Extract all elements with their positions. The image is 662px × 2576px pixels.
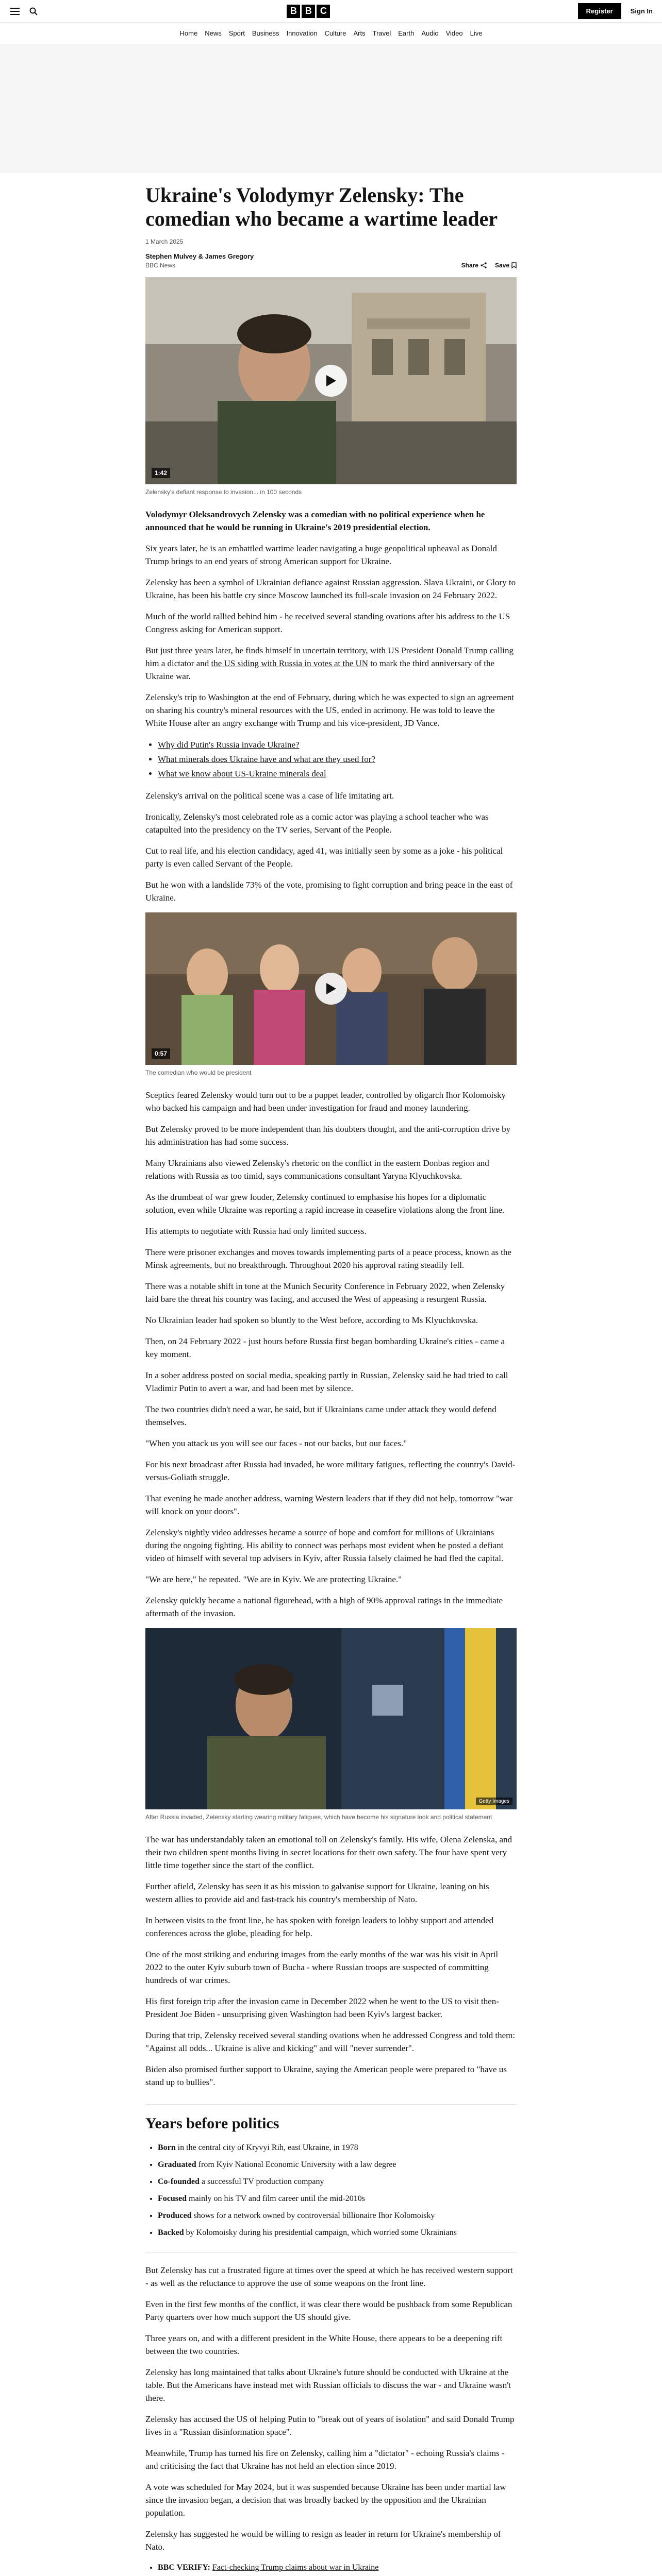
register-button[interactable]: Register [578,3,621,19]
top-bar [0,0,662,23]
paragraph: But Zelensky proved to be more independent than his doubters thought, and the anti-corruption drive by his administration has had some success. [145,1124,511,1147]
list-item: • Backed by Kolomoisky during his presidential campaign, which worried some Ukrainians [158,2227,517,2239]
paragraph: Zelensky quickly became a national figurehead, with a high of 90% approval ratings in the immediate aftermath of the invasion. [145,1596,503,1618]
page-title: Ukraine's Volodymyr Zelensky: The comedian who became a wartime leader [145,183,498,230]
nav-item-earth[interactable]: Earth [398,29,415,37]
photo-credit: Getty Images [476,1798,512,1805]
more-link[interactable]: Fact-checking Trump claims about war in Ukraine [212,2563,379,2572]
paragraph: Many Ukrainians also viewed Zelensky's rhetoric on the conflict in the eastern Donbas region and relations with Russia as too timid, says communications consultant Yaryna Klyuchkovska. [145,1158,489,1181]
lead-paragraph: Volodymyr Oleksandrovych Zelensky was a comedian with no political experience when he announced that he would be running in Ukraine's 2019 presidential election. [145,510,485,532]
fact-box-heading: Years before politics [145,2115,279,2132]
video-player-2[interactable] [145,912,517,1065]
share-icon [481,262,487,268]
paragraph: Zelensky has long maintained that talks about Ukraine's future should be conducted with Ukraine at the table. But the Americans have instead met with Russian officials to discuss the war - and Ukraine wasn't there. [145,2367,511,2403]
fact-list [158,2142,517,2239]
list-item: • BBC VERIFY: Fact-checking Trump claims about war in Ukraine [158,2562,517,2574]
nav-item-arts[interactable]: Arts [353,29,366,37]
paragraph: Even in the first few months of the conflict, it was clear there would be pushback from some Republican Party quarters over how much support the US should give. [145,2299,512,2322]
nav-item-business[interactable]: Business [252,29,279,37]
advert-placeholder [0,44,662,173]
paragraph: In a sober address posted on social media, speaking partly in Russian, Zelensky said he had tried to call Vladimir Putin to avert a war, and had been met by silence. [145,1370,508,1393]
bbc-logo[interactable]: B B C [287,5,330,18]
play-button-2[interactable] [315,973,347,1005]
photo-caption: After Russia invaded, Zelensky starting wearing military fatigues, which have become his signature look and political statement [145,1814,492,1821]
list-item: • Graduated from Kyiv National Economic University with a law degree [158,2159,517,2171]
video-duration-1: 1:42 [152,468,170,478]
nav-item-sport[interactable]: Sport [228,29,245,37]
paragraph: No Ukrainian leader had spoken so bluntly to the West before, according to Ms Klyuchkovska. [145,1315,478,1325]
paragraph: Zelensky has accused the US of helping Putin to "break out of years of isolation" and said Donald Trump lives in a "Russian disinformation space". [145,2414,515,2437]
author-names: Stephen Mulvey & James Gregory [145,252,254,260]
paragraph-with-link: But just three years later, he finds himself in uncertain territory, with US President Donald Trump calling him a dictator and the US siding with Russia in votes at the UN to mark the third anniversary of the Ukraine war. [145,646,514,681]
paragraph: There were prisoner exchanges and moves towards implementing parts of a peace process, known as the Minsk agreements, but no breakthrough. Throughout 2020 his approval rating steadily fell. [145,1247,511,1270]
paragraph: Then, on 24 February 2022 - just hours before Russia first began bombarding Ukraine's cities - came a key moment. [145,1336,505,1359]
paragraph: A vote was scheduled for May 2024, but it was suspended because Ukraine has been under martial law since the invasion began, a decision that was broadly backed by the opposition and the Ukrainian population. [145,2482,506,2518]
paragraph: Zelensky's arrival on the political scene was a case of life imitating art. [145,791,394,801]
list-item [158,738,517,752]
related-link[interactable]: What we know about US-Ukraine minerals deal [158,769,326,778]
paragraph: "We are here," he repeated. "We are in Kyiv. We are protecting Ukraine." [145,1574,402,1584]
signin-link[interactable]: Sign In [630,7,653,15]
list-item: • Born in the central city of Kryvyi Rih, east Ukraine, in 1978 [158,2142,517,2154]
paragraph: His first foreign trip after the invasion came in December 2022 when he went to the US to visit then-President Joe Biden - unsurprising given Washington had been Kyiv's largest backer. [145,1996,499,2019]
paragraph: In between visits to the front line, he has spoken with foreign leaders to lobby support and attended conferences across the globe, pleading for help. [145,1916,494,1938]
paragraph: Ironically, Zelensky's most celebrated role as a comic actor was playing a school teacher who was catapulted into the presidency on the TV series, Servant of the People. [145,812,489,835]
nav-item-video[interactable]: Video [445,29,463,37]
author-role: BBC News [145,262,176,269]
video-caption-2: The comedian who would be president [145,1069,252,1076]
paragraph: Zelensky's nightly video addresses became a source of hope and comfort for millions of Ukrainians during the ongoing fighting. His ability to connect was perhaps most evident when he posted a defiant video of himself with several top advisers in Kyiv, after Russia falsely claimed he had fled the capital. [145,1528,504,1563]
list-item: • Focused mainly on his TV and film career until the mid-2010s [158,2193,517,2205]
paragraph: His attempts to negotiate with Russia had only limited success. [145,1226,367,1236]
paragraph: Much of the world rallied behind him - he received several standing ovations after his address to the US Congress asking for American support. [145,612,510,634]
list-item [158,767,517,781]
paragraph: Zelensky has been a symbol of Ukrainian defiance against Russian aggression. Slava Ukraini, or Glory to Ukraine, has been his battle cry since Moscow launched its full-scale invasion on 24 February 2022. [145,578,516,600]
paragraph: There was a notable shift in tone at the Munich Security Conference in February 2022, when Zelensky laid bare the threat his country was facing, and accused the West of appeasing a resurgent Russia. [145,1281,505,1304]
photo [145,1628,517,1809]
paragraph: Biden also promised further support to Ukraine, saying the American people were prepared to "have us stand up to bullies". [145,2064,507,2087]
publish-date: 1 March 2025 [145,238,184,245]
article [145,173,517,2576]
search-icon[interactable] [28,6,39,17]
paragraph: The war has understandably taken an emotional toll on Zelensky's family. His wife, Olena Zelenska, and their two children spent months living in secret locations for their own safety. The four have spent very little time together since the start of the conflict. [145,1835,512,1870]
related-link[interactable]: What minerals does Ukraine have and what are they used for? [158,754,375,764]
paragraph: Sceptics feared Zelensky would turn out to be a puppet leader, controlled by oligarch Ihor Kolomoisky who backed his campaign and had been under investigation for fraud and money laundering. [145,1090,506,1113]
play-button-1[interactable] [315,365,347,397]
video-caption-1: Zelensky's defiant response to invasion... in 100 seconds [145,488,302,496]
video-player-1[interactable] [145,277,517,484]
photo-image [145,1628,517,1809]
video-duration-2: 0:57 [152,1048,170,1059]
save-button[interactable]: Save [495,262,517,269]
nav-item-live[interactable]: Live [470,29,483,37]
list-item: • Produced shows for a network owned by controversial billionaire Ihor Kolomoisky [158,2210,517,2222]
paragraph: That evening he made another address, warning Western leaders that if they did not help, tomorrow "war will knock on your doors". [145,1494,513,1516]
nav-item-home[interactable]: Home [179,29,198,37]
nav-item-travel[interactable]: Travel [372,29,391,37]
share-button[interactable]: Share [461,262,487,269]
paragraph: Meanwhile, Trump has turned his fire on Zelensky, calling him a "dictator" - echoing Russia's claims - and criticising the fact that Ukraine has not held an election since 2019. [145,2448,505,2471]
paragraph: Cut to real life, and his election candidacy, aged 41, was initially seen by some as a joke - his political party is even called Servant of the People. [145,846,503,869]
fact-box [145,2115,517,2239]
main-nav [0,23,662,44]
paragraph: The two countries didn't need a war, he said, but if Ukrainians came under attack they would defend themselves. [145,1404,496,1427]
nav-item-audio[interactable]: Audio [421,29,439,37]
list-item [158,752,517,767]
paragraph: But he won with a landslide 73% of the vote, promising to fight corruption and bring peace in the east of Ukraine. [145,880,513,903]
paragraph: Three years on, and with a different president in the White House, there appears to be a deepening rift between the two countries. [145,2333,503,2356]
paragraph: But Zelensky has cut a frustrated figure at times over the speed at which he has received western support - as well as the reluctance to approve the use of some weapons on the front line. [145,2265,513,2288]
related-links-list [158,738,517,781]
paragraph: One of the most striking and enduring images from the early months of the war was his visit in April 2022 to the outer Kyiv suburb town of Bucha - where Russian troops are suspected of committing hundreds of war crimes. [145,1950,499,1985]
paragraph: During that trip, Zelensky received several standing ovations when he addressed Congress and told them: "Against all odds... Ukraine is alive and kicking" and will "never surrender". [145,2030,516,2053]
paragraph: Further afield, Zelensky has seen it as his mission to galvanise support for Ukraine, leaning on his western allies to provide aid and fast-track his country's membership of Nato. [145,1882,489,1904]
byline [145,252,517,269]
paragraph: For his next broadcast after Russia had invaded, he wore military fatigues, reflecting the country's David-versus-Goliath struggle. [145,1460,516,1482]
site-header [0,0,662,44]
list-item: • Co-founded a successful TV production company [158,2176,517,2188]
un-vote-link[interactable]: the US siding with Russia in votes at the UN [211,658,369,668]
paragraph: "When you attack us you will see our faces - not our backs, but our faces." [145,1438,407,1448]
paragraph: Zelensky has suggested he would be willing to resign as leader in return for Ukraine's membership of Nato. [145,2529,501,2552]
paragraph: Six years later, he is an embattled wartime leader navigating a huge geopolitical upheaval as Donald Trump brings to an end years of strong American support for Ukraine. [145,544,497,566]
divider [145,2104,517,2105]
bookmark-icon [511,262,517,268]
more-links-list [158,2562,517,2576]
hamburger-icon[interactable] [9,6,21,17]
paragraph: Zelensky's trip to Washington at the end of February, during which he was expected to sign an agreement on sharing his country's mineral resources with the US, ended in acrimony. He was told to leave the White House after an angry exchange with Trump and his vice-president, JD Vance. [145,692,515,728]
nav-item-news[interactable]: News [205,29,222,37]
nav-item-culture[interactable]: Culture [324,29,346,37]
related-link[interactable]: Why did Putin's Russia invade Ukraine? [158,740,300,750]
nav-item-innovation[interactable]: Innovation [286,29,318,37]
paragraph: As the drumbeat of war grew louder, Zelensky continued to emphasise his hopes for a diplomatic solution, even while Ukraine was reporting a rapid increase in ceasefire violations along the front line. [145,1192,505,1215]
